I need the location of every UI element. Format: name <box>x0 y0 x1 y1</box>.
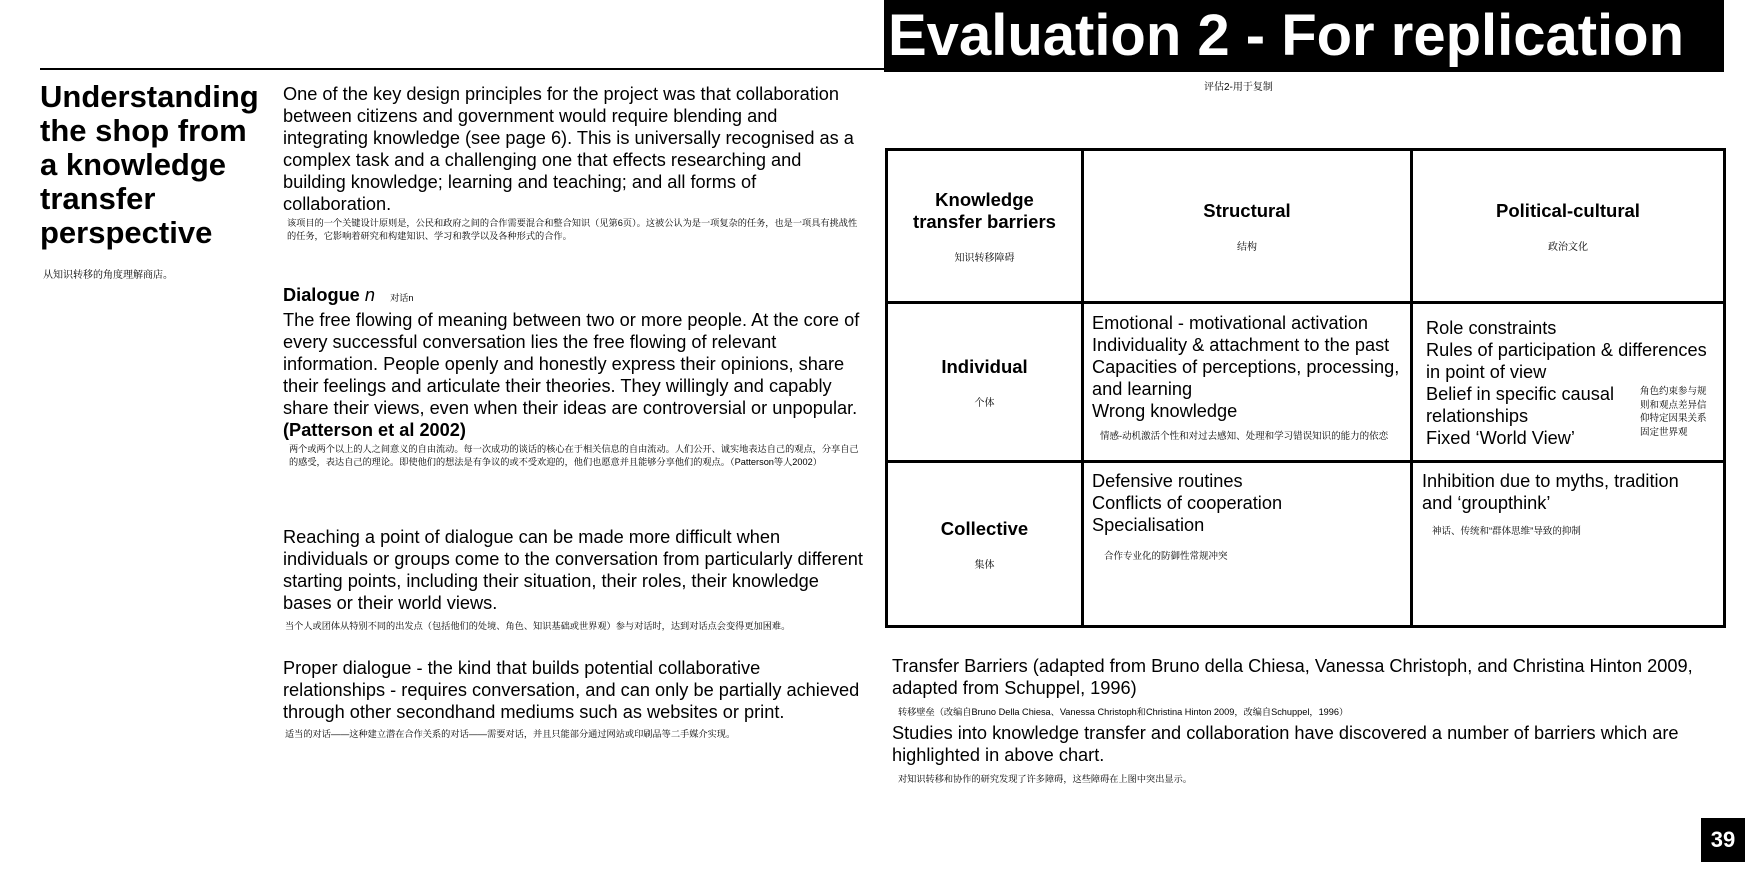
dialogue-part-of-speech: n <box>364 285 375 305</box>
dialogue-citation: (Patterson et al 2002) <box>283 420 466 440</box>
source-translation: 转移壁垒（改编自Bruno Della Chiesa、Vanessa Christoph和Christina Hinton 2009，改编自Schuppel，1996） <box>898 707 1349 717</box>
row-translation: 集体 <box>974 559 995 571</box>
row-translation: 个体 <box>974 397 995 409</box>
dialogue-text-translation: 两个或两个以上的人之间意义的自由流动。每一次成功的谈话的核心在于相关信息的自由流动。人们公开、诚实地表达自己的观点，分享自己的感受，表达自己的理论。即使他们的想法是有争议的或不受欢迎的，他们也愿意并且能够分享他们的观点。（Patterson等人2002） <box>289 444 859 467</box>
proper-dialogue-paragraph <box>283 657 863 741</box>
corner-translation: 知识转移障碍 <box>954 252 1015 264</box>
intro-translation: 该项目的一个关键设计原则是，公民和政府之间的合作需要混合和整合知识（见第6页）。这被公认为是一项复杂的任务，也是一项具有挑战性的任务，它影响着研究和构建知识、学习和教学以及各种形式的合作。 <box>287 218 858 241</box>
barrier-item: Fixed ‘World View’ <box>1426 428 1575 448</box>
dialogue-heading <box>283 284 863 309</box>
column-label: Political-cultural <box>1496 199 1640 221</box>
page-title-translation: 评估2-用于复制 <box>1204 82 1273 93</box>
dialogue-translation: 对话n <box>390 293 414 303</box>
reaching-dialogue-translation: 当个人或团体从特别不同的出发点（包括他们的处境、角色、知识基础或世界观）参与对话时，达到对话点会变得更加困难。 <box>285 621 791 631</box>
barrier-item: Specialisation <box>1092 515 1205 535</box>
corner-label: Knowledge transfer barriers <box>913 188 1056 232</box>
cell-collective-political-cultural <box>1413 463 1723 625</box>
column-translation: 政治文化 <box>1548 241 1588 253</box>
reaching-dialogue-text: Reaching a point of dialogue can be made more difficult when individuals or groups come to the conversation from particularly different starting points, including their situation, their roles, their knowledge bases or their world views. <box>283 527 863 613</box>
section-title: Understanding the shop from a knowledge transfer perspective <box>40 79 259 250</box>
row-label: Collective <box>940 517 1029 539</box>
column-label: Structural <box>1203 199 1291 221</box>
dialogue-definition <box>283 284 863 469</box>
barrier-item: Emotional - motivational activation <box>1092 313 1368 333</box>
cell-collective-structural <box>1084 463 1410 625</box>
row-label: Individual <box>941 355 1028 377</box>
page-number: 39 <box>1701 818 1745 862</box>
cell-individual-structural <box>1084 304 1410 460</box>
column-translation: 结构 <box>1237 241 1257 253</box>
column-header-structural <box>1084 151 1410 301</box>
proper-dialogue-translation: 适当的对话——这种建立潜在合作关系的对话——需要对话，并且只能部分通过网站或印刷品等二手媒介实现。 <box>285 729 736 739</box>
barrier-item: Individuality & attachment to the past <box>1092 335 1390 355</box>
table-corner-header <box>888 151 1081 301</box>
barrier-item-group <box>1426 383 1717 449</box>
barrier-item: Capacities of perceptions, processing, and learning <box>1092 357 1400 399</box>
barrier-translation: 情感-动机激活个性和对过去感知、处理和学习错误知识的能力的依恋 <box>1100 431 1389 442</box>
barrier-item: Role constraints <box>1426 318 1557 338</box>
barrier-item: Belief in specific causal relationships <box>1426 384 1615 426</box>
barrier-translation: 神话、传统和“群体思维”导致的抑制 <box>1432 526 1581 537</box>
dialogue-term: Dialogue <box>283 285 360 305</box>
section-title-translation: 从知识转移的角度理解商店。 <box>43 270 173 281</box>
table-source-caption <box>892 655 1722 719</box>
barrier-item: Defensive routines <box>1092 471 1243 491</box>
barrier-item: Inhibition due to myths, tradition and ‘groupthink’ <box>1422 471 1679 513</box>
knowledge-transfer-barriers-table <box>885 148 1726 628</box>
page-title: Evaluation 2 - For replication <box>884 0 1724 72</box>
source-text: Transfer Barriers (adapted from Bruno della Chiesa, Vanessa Christoph, and Christina Hinton 2009, adapted from Schuppel, 1996) <box>892 656 1693 698</box>
barrier-item-column <box>1426 383 1636 449</box>
studies-caption <box>892 722 1722 786</box>
intro-text: One of the key design principles for the project was that collaboration between citizens and government would require blending and integrating knowledge (see page 6). This is universally recognised as a complex task and a challenging one that effects researching and building knowledge; learning and teaching; and all forms of collaboration. <box>283 84 854 214</box>
row-header-collective <box>888 463 1081 625</box>
proper-dialogue-text: Proper dialogue - the kind that builds potential collaborative relationships - requires conversation, and can only be partially achieved through other secondhand mediums such as websites or print. <box>283 658 860 722</box>
barrier-translation: 合作专业化的防御性常规冲突 <box>1104 551 1228 562</box>
reaching-dialogue-paragraph <box>283 526 863 633</box>
barrier-item: Conflicts of cooperation <box>1092 493 1283 513</box>
dialogue-text: The free flowing of meaning between two or more people. At the core of every successful conversation lies the free flowing of relevant information. People openly and honestly express their opinions, share their feelings and articulate their theories. They willingly and capably share their views, even when their ideas are controversial or unpopular. <box>283 310 860 418</box>
cell-individual-political-cultural <box>1413 304 1723 460</box>
column-header-political-cultural <box>1413 151 1723 301</box>
row-header-individual <box>888 304 1081 460</box>
barrier-item: Rules of participation & differences in point of view <box>1426 340 1707 382</box>
barrier-translation: 角色约束参与规则和观点差异信仰特定因果关系固定世界观 <box>1640 386 1707 438</box>
studies-text: Studies into knowledge transfer and collaboration have discovered a number of barriers which are highlighted in above chart. <box>892 723 1679 765</box>
barrier-item: Wrong knowledge <box>1092 401 1238 421</box>
studies-translation: 对知识转移和协作的研究发现了许多障碍，这些障碍在上图中突出显示。 <box>898 774 1192 784</box>
intro-paragraph <box>283 83 863 243</box>
